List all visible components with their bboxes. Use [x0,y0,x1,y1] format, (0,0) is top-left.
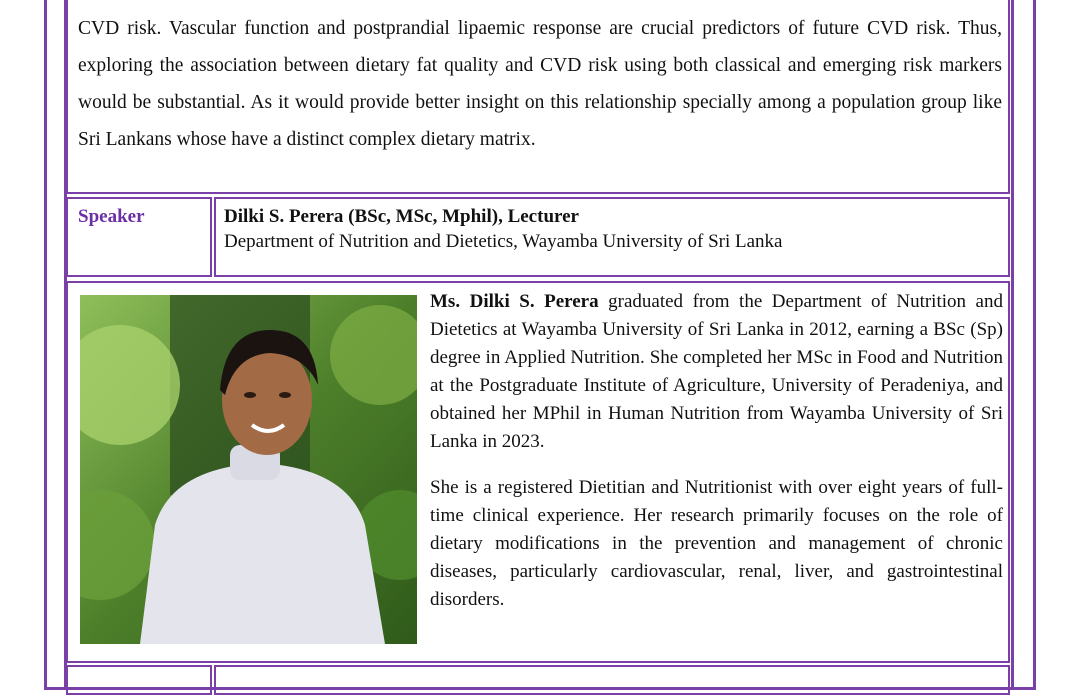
speaker-department: Department of Nutrition and Dietetics, Wayamba University of Sri Lanka [224,231,783,252]
speaker-label: Speaker [78,206,145,227]
speaker-photo [80,295,417,644]
speaker-name: Dilki S. Perera (BSc, MSc, Mphil), Lecturer [224,206,579,227]
speaker-bio [430,288,1003,632]
next-row-label-cell [66,665,212,695]
bio-lead-name: Ms. Dilki S. Perera [430,291,599,312]
bio-paragraph-2: She is a registered Dietitian and Nutritionist with over eight years of full-time clinical experience. Her research primarily focuses on the role of dietary modifications in the prevention and management of chronic diseases, particularly cardiovascular, renal, liver, and gastrointestinal disorders. [430,477,1003,610]
next-row-content-cell [214,665,1010,695]
bio-paragraph-1-text: graduated from the Department of Nutrition and Dietetics at Wayamba University of Sri Lanka in 2012, earning a BSc (Sp) degree in Applied Nutrition. She completed her MSc in Food and Nutrition at the Postgraduate Institute of Agriculture, University of Peradeniya, and obtained her MPhil in Human Nutrition from Wayamba University of Sri Lanka in 2023. [430,291,1003,452]
bio-paragraph-1 [430,288,1003,456]
abstract-text: CVD risk. Vascular function and postprandial lipaemic response are crucial predictors of future CVD risk. Thus, exploring the association between dietary fat quality and CVD risk using both classical and emerging risk markers would be substantial. As it would provide better insight on this relationship specially among a population group like Sri Lankans whose have a distinct complex dietary matrix. [78,18,1002,150]
